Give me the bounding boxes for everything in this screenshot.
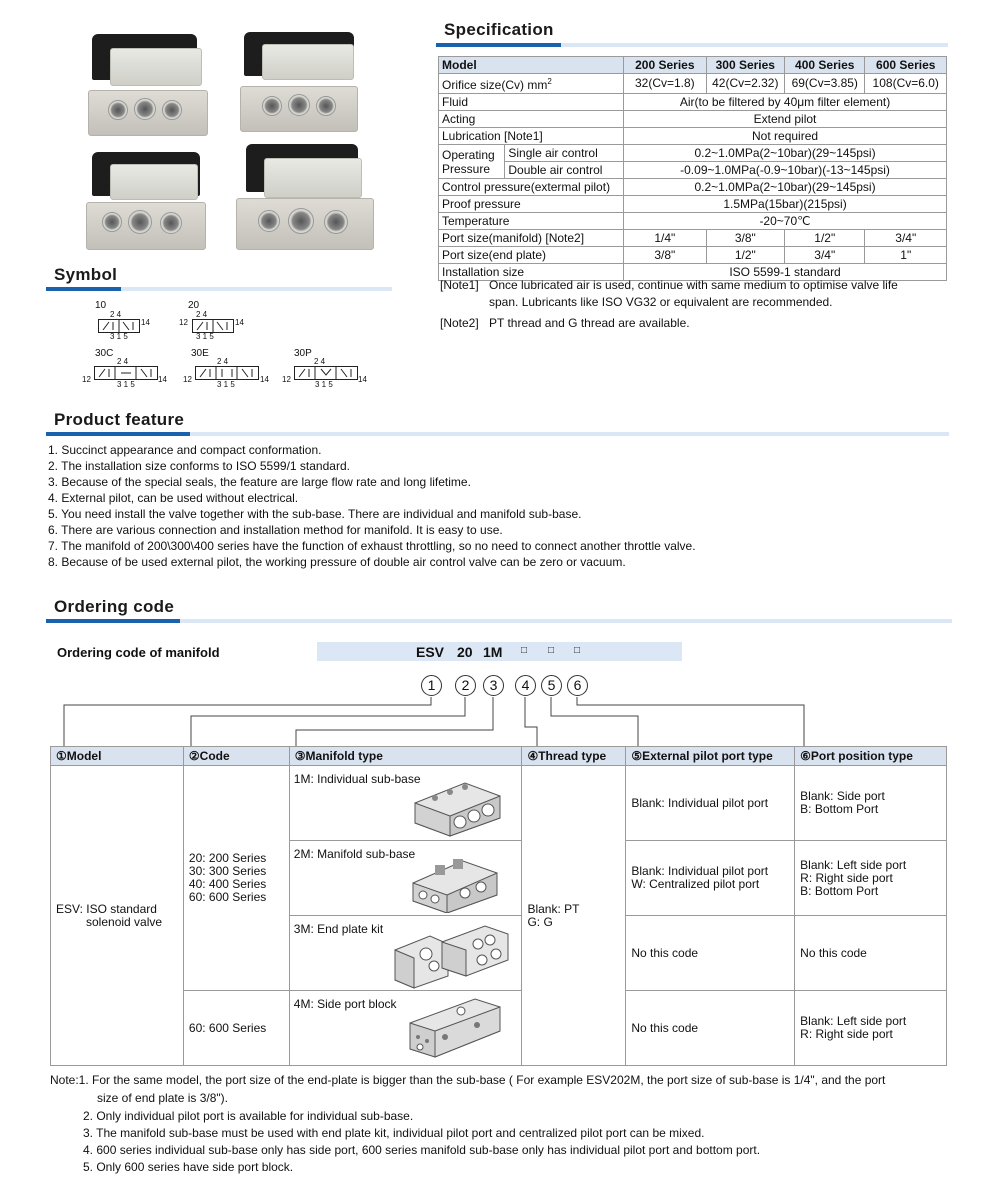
symbol-30e-port12: 12	[183, 375, 192, 384]
spec-acting-label: Acting	[439, 111, 624, 128]
code-series-600: 60: 600 Series	[188, 890, 267, 904]
manifold-4m-label: 4M: Side port block	[293, 997, 397, 1011]
symbol-10-port14: 14	[141, 318, 150, 327]
spec-orifice-600: 108(Cv=6.0)	[865, 74, 947, 94]
spec-installation-value: ISO 5599-1 standard	[624, 264, 947, 281]
position-cell-4m	[795, 991, 947, 1066]
code-series-300: 30: 300 Series	[188, 864, 267, 878]
code-box-6: □	[574, 645, 581, 656]
thread-line2: G: G	[527, 914, 553, 929]
spec-temperature-label: Temperature	[439, 213, 624, 230]
symbol-20-ports-top: 2 4	[196, 310, 208, 319]
spec-fluid-label: Fluid	[439, 94, 624, 111]
ordering-note-1: Note:1. For the same model, the port size of the end-plate is bigger than the sub-base ( For example ESV202M, the port size of sub-base is 1/4", and the port	[50, 1073, 886, 1087]
symbol-30e-ports-bottom: 3 1 5	[217, 380, 235, 389]
symbol-30p-ports-top: 2 4	[314, 357, 326, 366]
ordering-header-position: ⑥Port position type	[795, 747, 947, 766]
manifold-2m-label: 2M: Manifold sub-base	[293, 847, 416, 861]
pilot-cell-3m	[626, 916, 795, 991]
code-series-600-b: 60: 600 Series	[188, 1020, 267, 1035]
feature-item-8: 8. Because of be used external pilot, the working pressure of double air control valve can be zero or vacuum.	[48, 555, 626, 569]
position-3m-line1: No this code	[800, 945, 867, 960]
pilot-4m-line1: No this code	[631, 1020, 699, 1035]
spec-port-end-200: 3/8"	[624, 247, 706, 264]
spec-lubrication-label: Lubrication [Note1]	[439, 128, 624, 145]
code-esv: ESV	[416, 644, 445, 660]
circle-4: 4	[515, 675, 536, 696]
ordering-note-1b: size of end plate is 3/8").	[97, 1091, 228, 1105]
pilot-2m-line1: Blank: Individual pilot port	[631, 864, 769, 878]
product-feature-title: Product feature	[54, 410, 185, 429]
spec-control-label: Control pressure(extermal pilot)	[439, 179, 624, 196]
feature-item-4: 4. External pilot, can be used without electrical.	[48, 491, 299, 505]
ordering-subtitle: Ordering code of manifold	[57, 645, 220, 660]
spec-header-200: 200 Series	[624, 57, 706, 74]
symbol-10-label: 10	[95, 300, 107, 311]
spec-port-end-label: Port size(end plate)	[439, 247, 624, 264]
symbol-30p-port14: 14	[358, 375, 367, 384]
symbol-30c-port14: 14	[158, 375, 167, 384]
side-port-block-image	[405, 995, 505, 1063]
symbol-10-ports-top: 2 4	[110, 310, 122, 319]
circle-6: 6	[567, 675, 588, 696]
spec-port-manifold-label: Port size(manifold) [Note2]	[439, 230, 624, 247]
manifold-cell-4m	[289, 991, 522, 1066]
position-1m-line1: Blank: Side port	[800, 789, 885, 803]
ordering-header-manifold: ③Manifold type	[289, 747, 522, 766]
note1-tag: [Note1]	[440, 278, 479, 292]
feature-item-5: 5. You need install the valve together with the sub-base. There are individual and manifold sub-base.	[48, 507, 582, 521]
specification-title: Specification	[444, 20, 554, 39]
symbol-30e-label: 30E	[191, 348, 209, 359]
spec-control-value: 0.2~1.0MPa(2~10bar)(29~145psi)	[624, 179, 947, 196]
symbol-30c-label: 30C	[95, 348, 114, 359]
symbol-30c-port12: 12	[82, 375, 91, 384]
symbol-20-port14: 14	[235, 318, 244, 327]
feature-item-6: 6. There are various connection and installation method for manifold. It is easy to use.	[48, 523, 503, 537]
spec-port-manifold-400: 1/2"	[785, 230, 865, 247]
spec-single-air-label: Single air control	[505, 145, 624, 162]
pilot-cell-2m	[626, 841, 795, 916]
spec-temperature-value: -20~70℃	[624, 213, 947, 230]
ordering-header-row	[51, 747, 947, 766]
ordering-header-pilot: ⑤External pilot port type	[626, 747, 795, 766]
ordering-code-cell-b	[183, 991, 289, 1066]
ordering-note-3: 3. The manifold sub-base must be used with end plate kit, individual pilot port and centralized pilot port can be mixed.	[83, 1126, 705, 1140]
ordering-code-title: Ordering code	[54, 597, 175, 616]
note1-line1: Once lubricated air is used, continue with same medium to optimise valve life	[489, 278, 898, 292]
code-num: 20	[457, 644, 473, 660]
position-4m-line1: Blank: Left side port	[800, 1014, 907, 1028]
circle-1: 1	[421, 675, 442, 696]
manifold-cell-1m	[289, 766, 522, 841]
ordering-note-4: 4. 600 series individual sub-base only has side port, 600 series manifold sub-base only has individual pilot port and bottom port.	[83, 1143, 761, 1157]
spec-port-end-600: 1"	[865, 247, 947, 264]
pilot-3m-line1: No this code	[631, 945, 699, 960]
position-4m-line2: R: Right side port	[800, 1027, 893, 1041]
spec-port-manifold-200: 1/4"	[624, 230, 706, 247]
spec-header-600: 600 Series	[865, 57, 947, 74]
spec-lubrication-value: Not required	[624, 128, 947, 145]
code-m: 1M	[483, 644, 503, 660]
pilot-2m-line2: W: Centralized pilot port	[631, 877, 760, 891]
symbol-30p-port12: 12	[282, 375, 291, 384]
symbol-30e-ports-top: 2 4	[217, 357, 229, 366]
circle-5: 5	[541, 675, 562, 696]
position-2m-line1: Blank: Left side port	[800, 857, 907, 872]
spec-orifice-label: Orifice size(Cv) $mm^2$	[439, 74, 624, 94]
symbol-30c-ports-bottom: 3 1 5	[117, 380, 135, 389]
ordering-header-model: ①Model	[51, 747, 184, 766]
symbol-20-label: 20	[188, 300, 200, 311]
manifold-cell-2m	[289, 841, 522, 916]
spec-port-end-400: 3/4"	[785, 247, 865, 264]
symbol-20-port12: 12	[179, 318, 188, 327]
code-box-4: □	[521, 645, 528, 656]
code-series-200: 20: 200 Series	[188, 851, 267, 865]
circle-2: 2	[455, 675, 476, 696]
spec-header-400: 400 Series	[785, 57, 865, 74]
spec-port-end-300: 1/2"	[706, 247, 784, 264]
symbol-30c-ports-top: 2 4	[117, 357, 129, 366]
manifold-sub-base-image	[405, 853, 505, 913]
pilot-cell-1m	[626, 766, 795, 841]
symbol-30p-ports-bottom: 3 1 5	[315, 380, 333, 389]
spec-fluid-value: Air(to be filtered by 40μm filter element)	[624, 94, 947, 111]
code-series-400: 40: 400 Series	[188, 877, 267, 891]
symbol-30p-label: 30P	[294, 348, 312, 359]
end-plate-kit-image	[390, 920, 515, 990]
note2-tag: [Note2]	[440, 316, 479, 330]
manifold-cell-3m	[289, 916, 522, 991]
model-line2: solenoid valve	[86, 914, 163, 929]
symbol-title: Symbol	[54, 265, 118, 284]
feature-item-7: 7. The manifold of 200\300\400 series have the function of exhaust throttling, so no need to connect another throttle valve.	[48, 539, 696, 553]
spec-orifice-400: 69(Cv=3.85)	[785, 74, 865, 94]
spec-orifice-200: 32(Cv=1.8)	[624, 74, 706, 94]
spec-single-air-value: 0.2~1.0MPa(2~10bar)(29~145psi)	[624, 145, 947, 162]
symbol-30e-port14: 14	[260, 375, 269, 384]
spec-acting-value: Extend pilot	[624, 111, 947, 128]
spec-port-manifold-600: 3/4"	[865, 230, 947, 247]
spec-port-manifold-300: 3/8"	[706, 230, 784, 247]
position-2m-line2: R: Right side port	[800, 870, 893, 885]
spec-orifice-300: 42(Cv=2.32)	[706, 74, 784, 94]
manifold-3m-label: 3M: End plate kit	[293, 922, 384, 936]
ordering-note-5: 5. Only 600 series have side port block.	[83, 1160, 294, 1174]
spec-operating-label: Operating Pressure	[439, 145, 505, 179]
model-line1: ESV: ISO standard	[56, 901, 157, 916]
manifold-1m-label: 1M: Individual sub-base	[293, 772, 421, 786]
spec-double-air-label: Double air control	[505, 162, 624, 179]
ordering-row-4m	[51, 991, 947, 1066]
pilot-cell-4m	[626, 991, 795, 1066]
thread-line1: Blank: PT	[527, 901, 580, 916]
spec-header-300: 300 Series	[706, 57, 784, 74]
position-cell-2m	[795, 841, 947, 916]
circle-3: 3	[483, 675, 504, 696]
spec-installation-label: Installation size	[439, 264, 624, 281]
ordering-header-code: ②Code	[183, 747, 289, 766]
ordering-thread-cell	[522, 766, 626, 1066]
individual-sub-base-image	[405, 778, 505, 838]
position-cell-3m	[795, 916, 947, 991]
ordering-note-2: 2. Only individual pilot port is available for individual sub-base.	[83, 1109, 414, 1123]
position-cell-1m	[795, 766, 947, 841]
position-2m-line3: B: Bottom Port	[800, 883, 879, 898]
feature-item-3: 3. Because of the special seals, the feature are large flow rate and long lifetime.	[48, 475, 471, 489]
feature-item-2: 2. The installation size conforms to ISO 5599/1 standard.	[48, 459, 350, 473]
ordering-model-cell	[51, 766, 184, 1066]
symbol-20-ports-bottom: 3 1 5	[196, 332, 214, 341]
spec-proof-value: 1.5MPa(15bar)(215psi)	[624, 196, 947, 213]
ordering-header-thread: ④Thread type	[522, 747, 626, 766]
feature-item-1: 1. Succinct appearance and compact conformation.	[48, 443, 322, 457]
code-box-5: □	[548, 645, 555, 656]
spec-double-air-value: -0.09~1.0MPa(-0.9~10bar)(-13~145psi)	[624, 162, 947, 179]
position-1m-line2: B: Bottom Port	[800, 802, 879, 816]
spec-proof-label: Proof pressure	[439, 196, 624, 213]
spec-header-model: Model	[439, 57, 624, 74]
pilot-1m-line1: Blank: Individual pilot port	[631, 795, 769, 810]
ordering-code-cell-a	[183, 766, 289, 991]
note2-text: PT thread and G thread are available.	[489, 316, 690, 330]
ordering-table	[50, 746, 947, 1066]
note1-line2: span. Lubricants like ISO VG32 or equivalent are recommended.	[489, 295, 833, 309]
ordering-row-1m	[51, 766, 947, 841]
symbol-10-ports-bottom: 3 1 5	[110, 332, 128, 341]
